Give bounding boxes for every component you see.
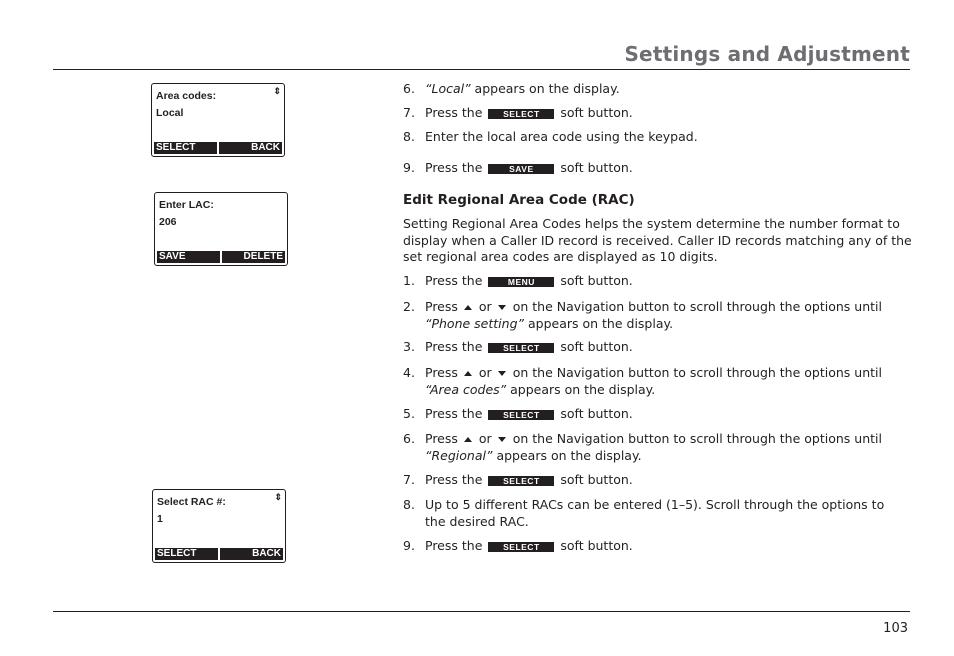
select-button-graphic: SELECT (488, 542, 554, 552)
up-arrow-icon (464, 371, 472, 376)
lcd-line-1: Area codes: (156, 90, 217, 102)
down-arrow-icon (498, 371, 506, 376)
section-intro: Setting Regional Area Codes helps the system determine the number format to display when a Caller ID record is received. Caller ID records matching any of the set regional area codes are displayed as 10 digits. (403, 216, 912, 264)
lcd-line-1: Enter LAC: (159, 199, 214, 211)
select-button-graphic: SELECT (488, 109, 554, 119)
select-button-graphic: SELECT (488, 476, 554, 486)
page-number: 103 (883, 621, 908, 636)
header-rule (53, 69, 910, 70)
up-arrow-icon (464, 305, 472, 310)
lcd-screen-enter-lac (154, 192, 288, 266)
page-title: Settings and Adjustment (624, 42, 910, 66)
scroll-arrows-icon: ⇕ (273, 86, 281, 96)
lcd-line-1: Select RAC #: (157, 496, 226, 508)
scroll-arrows-icon: ⇕ (274, 492, 282, 502)
footer-rule (53, 611, 910, 612)
down-arrow-icon (498, 305, 506, 310)
lcd-line-2: 1 (157, 513, 163, 525)
soft-key-bar (155, 548, 283, 560)
lcd-screen-area-codes (151, 83, 285, 157)
soft-key-bar (154, 142, 282, 154)
select-button-graphic: SELECT (488, 410, 554, 420)
save-button-graphic: SAVE (488, 164, 554, 174)
menu-button-graphic: MENU (488, 277, 554, 287)
lcd-screen-select-rac (152, 489, 286, 563)
down-arrow-icon (498, 437, 506, 442)
soft-key-right: BACK (220, 548, 283, 560)
soft-key-bar (157, 251, 285, 263)
section-heading: Edit Regional Area Code (RAC) (403, 192, 635, 208)
lcd-line-2: Local (156, 107, 184, 119)
soft-key-right: DELETE (222, 251, 285, 263)
soft-key-left: SELECT (154, 142, 217, 154)
lcd-line-2: 206 (159, 216, 177, 228)
up-arrow-icon (464, 437, 472, 442)
soft-key-right: BACK (219, 142, 282, 154)
select-button-graphic: SELECT (488, 343, 554, 353)
soft-key-left: SAVE (157, 251, 220, 263)
soft-key-left: SELECT (155, 548, 218, 560)
